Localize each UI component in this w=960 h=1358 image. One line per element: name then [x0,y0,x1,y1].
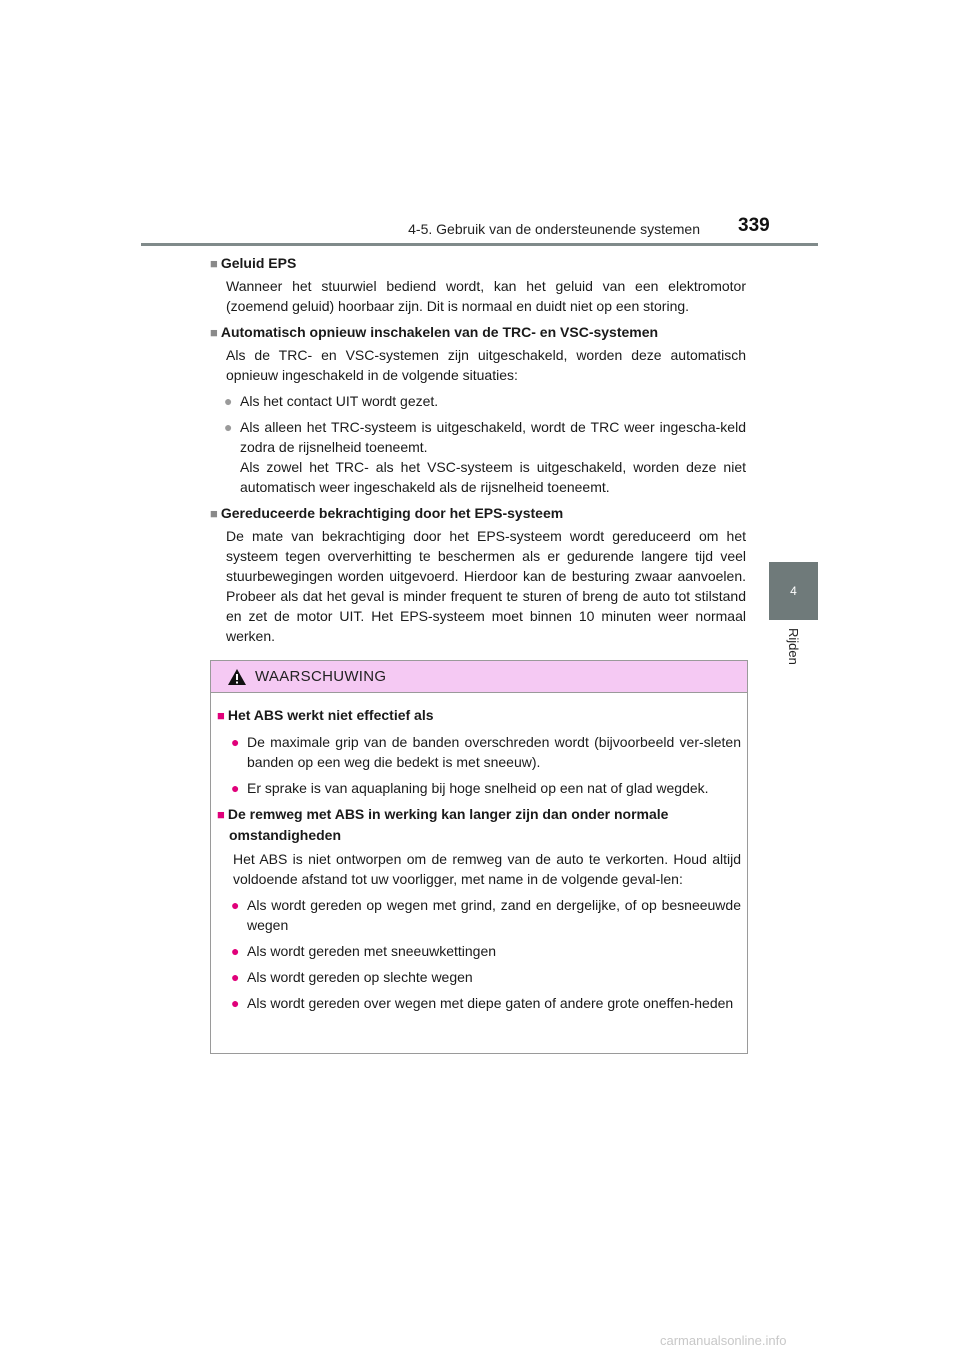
warning-title: WAARSCHUWING [255,668,387,685]
header-rule [141,243,818,246]
list-item: ● Als alleen het TRC-systeem is uitgeschakeld, wordt de TRC weer ingescha-keld zodra de rijsnelheid toeneemt. Als zowel het TRC- als het VSC-systeem is uitgeschakeld, worden deze niet automatisch weer ingeschakeld als de rijsnelheid toeneemt. [224,419,746,495]
round-bullet-icon: ● [231,897,240,913]
square-bullet-icon: ■ [217,708,225,723]
chapter-tab [769,562,818,620]
paragraph: De mate van bekrachtiging door het EPS-systeem wordt gereduceerd om het systeem tegen oververhitting te beschermen als er gedurende langere tijd veel stuurbewegingen worden uitgevoerd. Hierdoor kan de besturing zwaar aanvoelen. Probeer als dat het geval is minder frequent te sturen of breng de auto tot stilstand en zet de motor UIT. Het EPS-systeem moet binnen 10 minuten weer normaal werken. [226,528,746,644]
list-item: ● Er sprake is van aquaplaning bij hoge snelheid op een nat of glad wegdek. [231,780,709,796]
list-item: ● De maximale grip van de banden overschreden wordt (bijvoorbeeld ver-sleten banden op een weg die bedekt is met sneeuw). [231,734,741,770]
chapter-label-text: Rijden [786,628,801,665]
warning-box [210,660,748,1054]
warning-heading: ■ De remweg met ABS in werking kan langer zijn dan onder normale omstandigheden [217,806,669,843]
round-bullet-icon: ● [231,780,240,796]
round-bullet-icon: ● [224,393,233,409]
section-heading: ■ Geluid EPS [210,255,297,271]
list-item: ● Als wordt gereden op wegen met grind, zand en dergelijke, of op besneeuwde wegen [231,897,741,933]
paragraph: Het ABS is niet ontworpen om de remweg van de auto te verkorten. Houd altijd voldoende afstand tot uw voorligger, met name in de volgende geval-len: [233,851,741,887]
page-number: 339 [738,215,770,236]
round-bullet-icon: ● [231,969,240,985]
section-title: 4-5. Gebruik van de ondersteunende systemen [408,221,700,237]
warning-header [211,661,747,693]
warning-triangle-icon [227,668,247,686]
round-bullet-icon: ● [231,943,240,959]
chapter-number: 4 [790,584,797,598]
round-bullet-icon: ● [231,734,240,750]
round-bullet-icon: ● [224,419,233,435]
section-heading: ■ Gereduceerde bekrachtiging door het EPS-systeem [210,505,564,521]
paragraph: Als de TRC- en VSC-systemen zijn uitgeschakeld, worden deze automatisch opnieuw ingeschakeld in de volgende situaties: [226,347,746,383]
warning-body [211,693,747,1013]
list-item: ● Als het contact UIT wordt gezet. [224,393,439,409]
section-heading: ■ Automatisch opnieuw inschakelen van de TRC- en VSC-systemen [210,324,659,340]
list-item: ● Als wordt gereden op slechte wegen [231,969,473,985]
paragraph: Wanneer het stuurwiel bediend wordt, kan het geluid van een elektromotor (zoemend geluid) hoorbaar zijn. Dit is normaal en duidt niet op een storing. [226,278,746,314]
square-bullet-icon: ■ [210,256,218,271]
square-bullet-icon: ■ [210,325,218,340]
main-content [210,253,746,646]
chapter-label [769,628,818,665]
list-item: ● Als wordt gereden met sneeuwkettingen [231,943,497,959]
warning-heading: ■ Het ABS werkt niet effectief als [217,707,434,723]
list-item: ● Als wordt gereden over wegen met diepe gaten of andere grote oneffen-heden [231,995,734,1011]
watermark: carmanualsonline.info [660,1333,787,1348]
square-bullet-icon: ■ [210,506,218,521]
square-bullet-icon: ■ [217,807,225,822]
round-bullet-icon: ● [231,995,240,1011]
